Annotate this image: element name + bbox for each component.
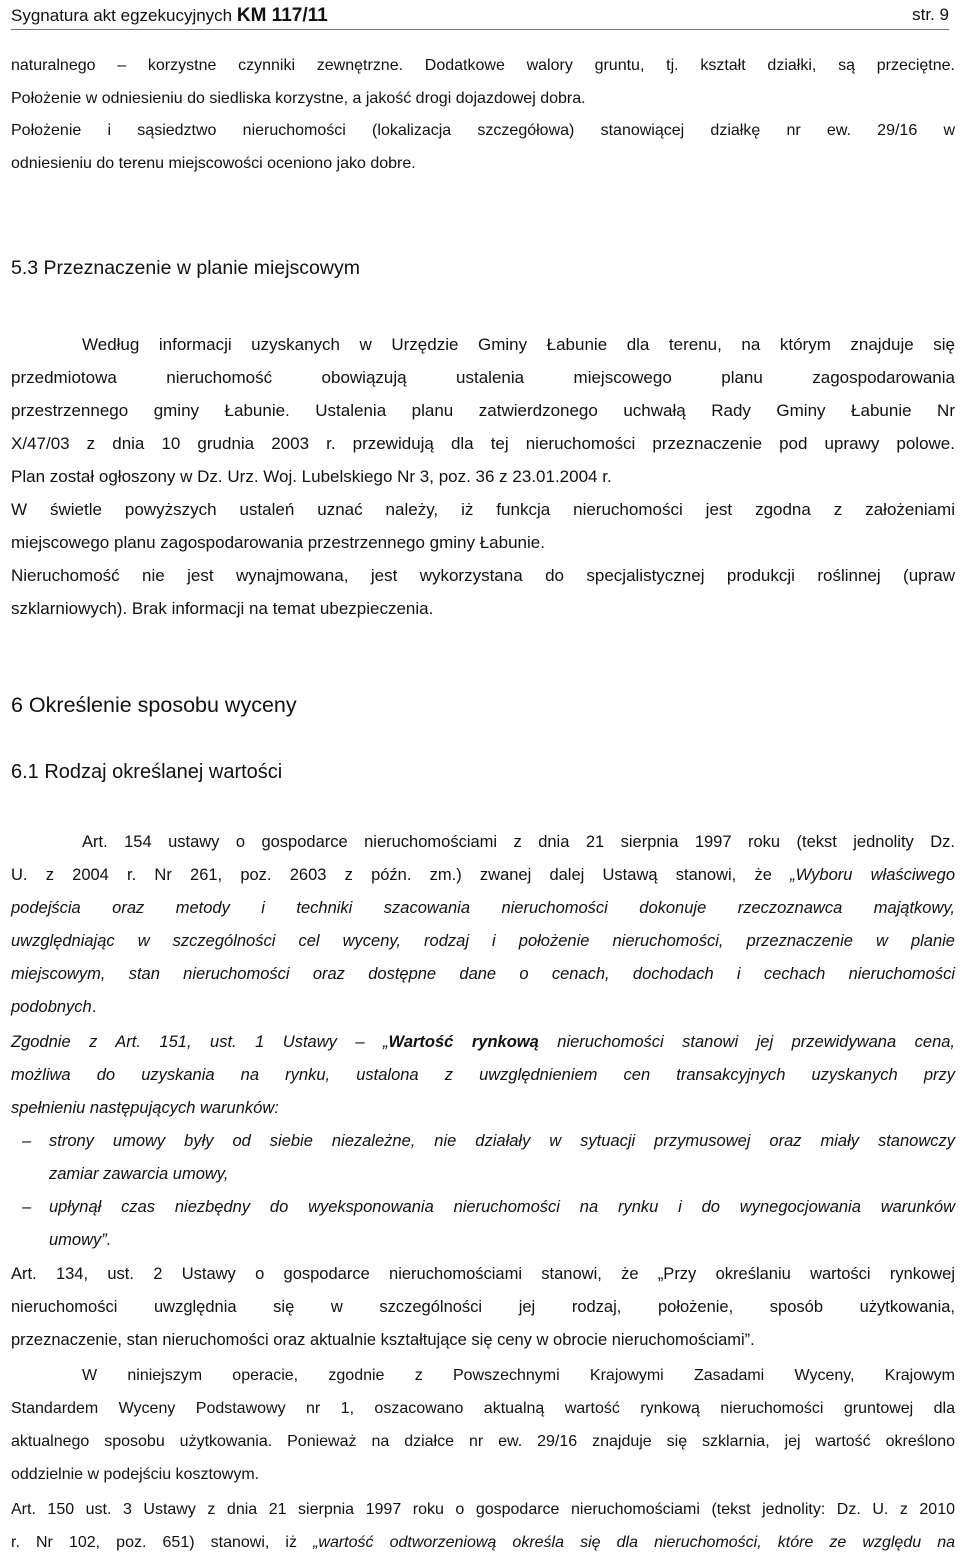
- art-134-paragraph: [11, 1258, 955, 1357]
- text-line: uwzględniając w szczególności cel wyceny, rodzaj i położenie nieruchomości, przeznaczenie w planie: [11, 932, 955, 950]
- text-line: [11, 859, 955, 892]
- intro-paragraph: [11, 50, 955, 180]
- text-line: spełnieniu następujących warunków:: [11, 1099, 279, 1117]
- dash-bullet: –: [22, 1132, 32, 1150]
- text-line: oddzielnie w podejściu kosztowym.: [11, 1466, 260, 1483]
- quote-run: podobnych: [11, 998, 92, 1016]
- text-line: odniesieniu do terenu miejscowości oceniono jako dobre.: [11, 154, 416, 172]
- text-line: Położenie w odniesieniu do siedliska korzystne, a jakość drogi dojazdowej dobra.: [11, 89, 586, 107]
- text-line: miejscowego planu zagospodarowania przestrzennego gminy Łabunie.: [11, 533, 545, 552]
- text-line: przedmiotowa nieruchomość obowiązują ustalenia miejscowego planu zagospodarowania: [11, 368, 955, 387]
- text-line: Nieruchomość nie jest wynajmowana, jest wykorzystana do specjalistycznej produkcji roślinnej (upraw: [11, 566, 955, 585]
- conditions-list: [11, 1125, 955, 1257]
- text-line: Art. 150 ust. 3 Ustawy z dnia 21 sierpnia 1997 roku o gospodarce nieruchomościami (tekst jednolity: Dz. U. z 2010: [11, 1501, 955, 1518]
- text-run: Zgodnie z Art. 151, ust. 1 Ustawy – „: [11, 1033, 389, 1051]
- text-line: miejscowym, stan nieruchomości oraz dostępne dane o cenach, dochodach i cechach nieruchomości: [11, 965, 955, 983]
- page-header: [11, 3, 949, 30]
- case-signature: [11, 5, 328, 27]
- text-run: U. z 2004 r. Nr 261, poz. 2603 z późn. zm.) zwanej dalej Ustawą stanowi, że: [11, 866, 791, 884]
- page-number: str. 9: [912, 5, 949, 24]
- text-line: naturalnego – korzystne czynniki zewnętrzne. Dodatkowe walory gruntu, tj. kształt działki, są przeciętne.: [11, 57, 955, 74]
- signature-number: KM 117/11: [236, 5, 328, 26]
- text-line: strony umowy były od siebie niezależne, nie działały w sytuacji przymusowej oraz miały stanowczy: [49, 1132, 955, 1150]
- text-line: upłynął czas niezbędny do wyeksponowania nieruchomości na rynku i do wynegocjowania warunków: [49, 1198, 955, 1216]
- emphasis-run: Wartość rynkową: [388, 1033, 539, 1051]
- text-line: Według informacji uzyskanych w Urzędzie Gminy Łabunie dla terenu, na którym znajduje się: [82, 335, 955, 354]
- signature-label: Sygnatura akt egzekucyjnych: [11, 6, 233, 25]
- text-line: [11, 991, 955, 1024]
- section-heading-6: 6 Określenie sposobu wyceny: [11, 693, 297, 717]
- text-line: Położenie i sąsiedztwo nieruchomości (lokalizacja szczegółowa) stanowiącej działkę nr ew. 29/16 w: [11, 122, 955, 139]
- text-line: nieruchomości uwzględnia się w szczególności jej rodzaj, położenie, sposób użytkowania,: [11, 1298, 955, 1316]
- dash-bullet: –: [22, 1198, 32, 1216]
- text-line: szklarniowych). Brak informacji na temat ubezpieczenia.: [11, 599, 434, 618]
- section-heading-6-1: 6.1 Rodzaj określanej wartości: [11, 761, 283, 783]
- text-run: .: [91, 998, 97, 1016]
- text-line: X/47/03 z dnia 10 grudnia 2003 r. przewidują dla tej nieruchomości przeznaczenie pod uprawy polowe.: [11, 434, 955, 453]
- text-line: Standardem Wyceny Podstawowy nr 1, oszacowano aktualną wartość rynkową nieruchomości gruntowej dla: [11, 1400, 955, 1417]
- text-run: nieruchomości stanowi jej przewidywana cena,: [538, 1033, 956, 1051]
- text-run: r. Nr 102, poz. 651) stanowi, iż: [11, 1534, 314, 1551]
- text-line: podejścia oraz metody i techniki szacowania nieruchomości dokonuje rzeczoznawca majątkowy,: [11, 899, 955, 917]
- text-line: umowy”.: [49, 1231, 112, 1249]
- text-line: W niniejszym operacie, zgodnie z Powszechnymi Krajowymi Zasadami Wyceny, Krajowym: [82, 1367, 955, 1384]
- quote-run: „wartość odtworzeniową określa się dla nieruchomości, które ze względu na: [313, 1534, 956, 1551]
- text-line: możliwa do uzyskania na rynku, ustalona z uwzględnieniem cen transakcyjnych uzyskanych przy: [11, 1066, 955, 1084]
- text-line: przestrzennego gminy Łabunie. Ustalenia planu zatwierdzonego uchwałą Rady Gminy Łabunie Nr: [11, 401, 955, 420]
- text-line: [11, 1526, 955, 1559]
- text-line: aktualnego sposobu użytkowania. Ponieważ na działce nr ew. 29/16 znajduje się szklarnia, jej wartość określono: [11, 1433, 955, 1450]
- art-154-paragraph: [11, 826, 955, 1024]
- list-item: [11, 1191, 955, 1257]
- text-line: Art. 154 ustawy o gospodarce nieruchomościami z dnia 21 sierpnia 1997 roku (tekst jednolity Dz.: [82, 833, 955, 851]
- quote-run: „Wyboru właściwego: [790, 866, 956, 884]
- text-line: Art. 134, ust. 2 Ustawy o gospodarce nieruchomościami stanowi, że „Przy określaniu wartości rynkowej: [11, 1265, 955, 1283]
- section-5-3-body: [11, 328, 955, 625]
- text-line: [11, 1026, 955, 1059]
- operat-paragraph: [11, 1359, 955, 1491]
- list-item: [11, 1125, 955, 1191]
- art-150-paragraph: [11, 1493, 955, 1559]
- art-151-paragraph: [11, 1026, 955, 1125]
- section-heading-5-3: 5.3 Przeznaczenie w planie miejscowym: [11, 257, 360, 279]
- text-line: przeznaczenie, stan nieruchomości oraz aktualnie kształtujące się ceny w obrocie nieruchomościami”.: [11, 1331, 755, 1349]
- text-line: Plan został ogłoszony w Dz. Urz. Woj. Lubelskiego Nr 3, poz. 36 z 23.01.2004 r.: [11, 467, 612, 486]
- text-line: W świetle powyższych ustaleń uznać należy, iż funkcja nieruchomości jest zgodna z założeniami: [11, 500, 955, 519]
- text-line: zamiar zawarcia umowy,: [49, 1165, 229, 1183]
